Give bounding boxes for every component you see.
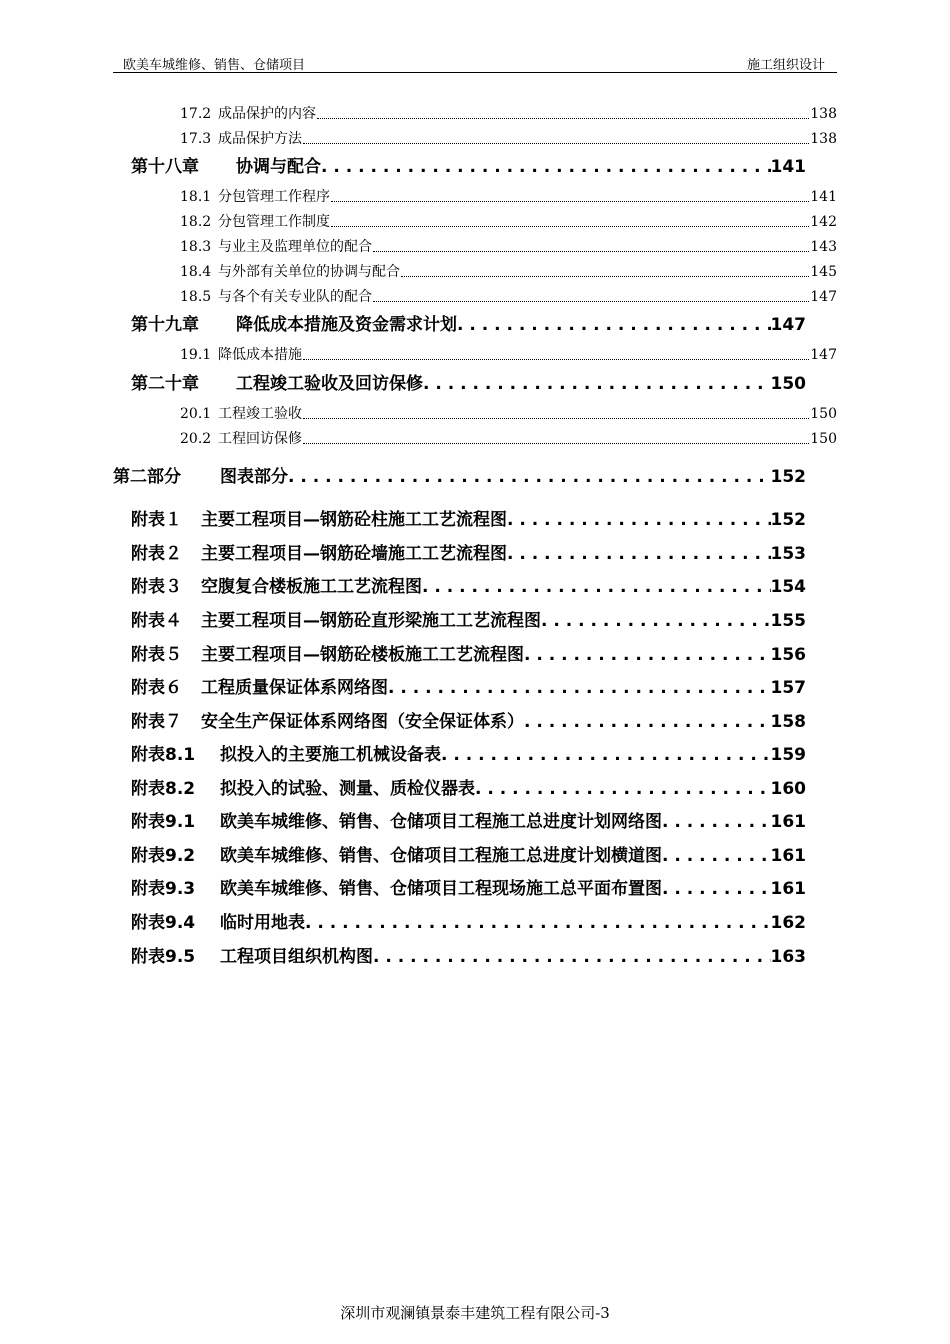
toc-entry-page: 147 — [770, 315, 806, 335]
toc-entry-page: 163 — [770, 947, 806, 967]
toc-entry-number: 18.5 — [180, 289, 212, 305]
toc-appendix[interactable] — [131, 505, 806, 530]
page-header — [113, 52, 837, 73]
toc-entry-title: 主要工程项目—钢筋砼楼板施工工艺流程图 — [201, 645, 524, 665]
toc-leader — [541, 611, 771, 631]
toc-entry[interactable] — [180, 128, 837, 148]
toc-entry-page: 153 — [770, 544, 806, 564]
toc-appendix[interactable] — [131, 673, 806, 698]
toc-entry-page: 161 — [770, 812, 806, 832]
toc-entry[interactable] — [180, 403, 837, 423]
toc-entry-page: 150 — [810, 406, 837, 422]
toc-chapter[interactable] — [131, 369, 806, 394]
toc-entry-number: 附表１ — [131, 510, 182, 530]
toc-entry-number: 20.1 — [180, 406, 212, 422]
toc-leader — [288, 467, 771, 487]
toc-appendix[interactable] — [131, 539, 806, 564]
toc-entry-page: 141 — [770, 157, 806, 177]
toc-leader — [305, 913, 771, 933]
toc-entry-number: 附表５ — [131, 645, 182, 665]
toc-appendix[interactable] — [131, 606, 806, 631]
toc-entry[interactable] — [180, 344, 837, 364]
toc-chapter[interactable] — [131, 152, 806, 177]
toc-entry-title: 主要工程项目—钢筋砼柱施工工艺流程图 — [201, 510, 507, 530]
toc-entry-number: 附表9.3 — [131, 879, 196, 899]
toc-leader — [507, 510, 771, 530]
toc-entry-title: 降低成本措施及资金需求计划 — [236, 315, 457, 335]
toc-entry-title: 安全生产保证体系网络图（安全保证体系） — [201, 712, 524, 732]
toc-entry-title: 图表部分 — [220, 467, 288, 487]
toc-appendix[interactable] — [131, 774, 806, 799]
toc-entry-number: 第二十章 — [131, 374, 199, 394]
toc-entry[interactable] — [180, 286, 837, 306]
toc-appendix[interactable] — [131, 740, 806, 765]
toc-entry[interactable] — [180, 261, 837, 281]
toc-entry-title: 拟投入的试验、测量、质检仪器表 — [220, 779, 475, 799]
toc-entry-number: 附表３ — [131, 577, 182, 597]
toc-entry[interactable] — [180, 103, 837, 123]
toc-entry-title: 与各个有关专业队的配合 — [218, 289, 372, 305]
toc-leader — [401, 276, 809, 277]
toc-entry-title: 分包管理工作程序 — [218, 189, 330, 205]
toc-entry-page: 141 — [810, 189, 837, 205]
page-footer: 深圳市观澜镇景泰丰建筑工程有限公司-3 — [340, 1304, 610, 1322]
toc-entry-page: 160 — [770, 779, 806, 799]
toc-entry-title: 协调与配合 — [236, 157, 321, 177]
toc-entry-title: 工程竣工验收及回访保修 — [236, 374, 423, 394]
toc-entry-number: 附表9.4 — [131, 913, 196, 933]
toc-entry-title: 主要工程项目—钢筋砼墙施工工艺流程图 — [201, 544, 507, 564]
toc-entry-page: 152 — [770, 467, 806, 487]
toc-entry-page: 138 — [810, 106, 837, 122]
toc-entry-page: 158 — [770, 712, 806, 732]
toc-entry-number: 20.2 — [180, 431, 212, 447]
toc-appendix[interactable] — [131, 942, 806, 967]
toc-entry-number: 18.1 — [180, 189, 212, 205]
toc-entry-page: 138 — [810, 131, 837, 147]
toc-leader — [303, 418, 809, 419]
toc-entry-number: 附表8.2 — [131, 779, 196, 799]
toc-entry-title: 降低成本措施 — [218, 347, 302, 363]
toc-entry-page: 152 — [770, 510, 806, 530]
toc-leader — [317, 118, 809, 119]
toc-entry-page: 159 — [770, 745, 806, 765]
toc-appendix[interactable] — [131, 572, 806, 597]
toc-entry-number: 附表9.5 — [131, 947, 196, 967]
toc-entry-title: 工程竣工验收 — [218, 406, 302, 422]
toc-chapter[interactable] — [131, 310, 806, 335]
toc-entry-page: 155 — [770, 611, 806, 631]
toc-appendix[interactable] — [131, 640, 806, 665]
toc-entry-title: 与外部有关单位的协调与配合 — [218, 264, 400, 280]
toc-entry-title: 欧美车城维修、销售、仓储项目工程施工总进度计划网络图 — [220, 812, 662, 832]
toc-entry-number: 第十九章 — [131, 315, 199, 335]
toc-leader — [423, 374, 771, 394]
toc-leader — [441, 745, 771, 765]
toc-entry-page: 154 — [770, 577, 806, 597]
toc-appendix[interactable] — [131, 707, 806, 732]
toc-entry-number: 附表４ — [131, 611, 182, 631]
toc-entry-page: 161 — [770, 846, 806, 866]
toc-leader — [331, 201, 809, 202]
toc-leader — [303, 359, 809, 360]
toc-entry-title: 欧美车城维修、销售、仓储项目工程现场施工总平面布置图 — [220, 879, 662, 899]
toc-entry-number: 18.4 — [180, 264, 212, 280]
toc-leader — [524, 645, 771, 665]
toc-appendix[interactable] — [131, 841, 806, 866]
toc-entry-title: 分包管理工作制度 — [218, 214, 330, 230]
toc-entry-title: 临时用地表 — [220, 913, 305, 933]
toc-entry-number: 附表２ — [131, 544, 182, 564]
toc-entry-page: 142 — [810, 214, 837, 230]
toc-leader — [524, 712, 771, 732]
toc-entry-number: 17.2 — [180, 106, 212, 122]
toc-entry-number: 附表７ — [131, 712, 182, 732]
toc-entry-number: 19.1 — [180, 347, 212, 363]
toc-entry-number: 附表9.2 — [131, 846, 196, 866]
toc-entry-number: 18.2 — [180, 214, 212, 230]
toc-entry-number: 17.3 — [180, 131, 212, 147]
toc-entry-number: 18.3 — [180, 239, 212, 255]
toc-entry-page: 156 — [770, 645, 806, 665]
toc-entry-number: 附表9.1 — [131, 812, 196, 832]
toc-entry-title: 拟投入的主要施工机械设备表 — [220, 745, 441, 765]
toc-entry-page: 147 — [810, 289, 837, 305]
toc-leader — [303, 143, 809, 144]
toc-leader — [662, 812, 771, 832]
toc-leader — [662, 879, 771, 899]
toc-leader — [662, 846, 771, 866]
toc-entry-page: 162 — [770, 913, 806, 933]
toc-entry-title: 成品保护方法 — [218, 131, 302, 147]
toc-entry-number: 附表６ — [131, 678, 182, 698]
toc-leader — [422, 577, 771, 597]
toc-entry-title: 成品保护的内容 — [218, 106, 316, 122]
toc-entry[interactable] — [180, 211, 837, 231]
toc-entry-page: 150 — [770, 374, 806, 394]
header-project-title: 欧美车城维修、销售、仓储项目 — [123, 58, 306, 73]
toc-leader — [507, 544, 771, 564]
toc-entry-page: 161 — [770, 879, 806, 899]
toc-leader — [321, 157, 771, 177]
toc-leader — [331, 226, 809, 227]
toc-entry-page: 145 — [810, 264, 837, 280]
toc-entry-title: 与业主及监理单位的配合 — [218, 239, 372, 255]
toc-entry-title: 工程回访保修 — [218, 431, 302, 447]
toc-leader — [457, 315, 771, 335]
toc-entry[interactable] — [180, 428, 837, 448]
toc-entry-page: 147 — [810, 347, 837, 363]
toc-entry-title: 欧美车城维修、销售、仓储项目工程施工总进度计划横道图 — [220, 846, 662, 866]
toc-entry-number: 附表8.1 — [131, 745, 196, 765]
toc-entry-title: 空腹复合楼板施工工艺流程图 — [201, 577, 422, 597]
toc-entry-title: 工程项目组织机构图 — [220, 947, 373, 967]
toc-leader — [373, 251, 809, 252]
toc-leader — [388, 678, 771, 698]
toc-leader — [475, 779, 771, 799]
toc-entry-title: 主要工程项目—钢筋砼直形梁施工工艺流程图 — [201, 611, 541, 631]
toc-appendix[interactable] — [131, 874, 806, 899]
toc-leader — [373, 947, 771, 967]
toc-entry-page: 143 — [810, 239, 837, 255]
toc-entry[interactable] — [180, 186, 837, 206]
toc-entry-number: 第十八章 — [131, 157, 199, 177]
toc-appendix[interactable] — [131, 807, 806, 832]
header-document-type: 施工组织设计 — [746, 58, 825, 73]
toc-entry-page: 150 — [810, 431, 837, 447]
toc-leader — [373, 301, 809, 302]
toc-entry[interactable] — [180, 236, 837, 256]
toc-entry-title: 工程质量保证体系网络图 — [201, 678, 388, 698]
toc-entry-number: 第二部分 — [113, 467, 181, 487]
toc-appendix[interactable] — [131, 908, 806, 933]
toc-leader — [303, 443, 809, 444]
toc-entry-page: 157 — [770, 678, 806, 698]
toc-part[interactable] — [113, 462, 806, 487]
